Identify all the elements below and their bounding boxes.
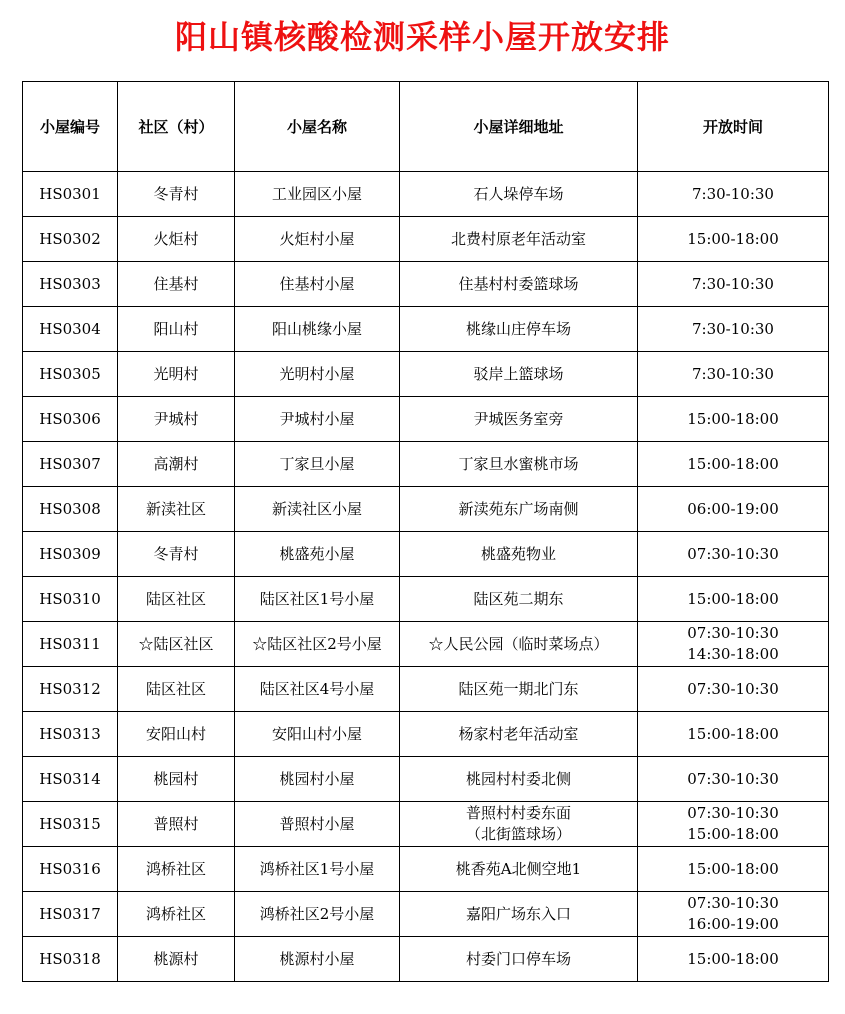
table-row [23,442,829,487]
cell-community: 火炬村 [118,217,235,262]
address-line: 北费村原老年活动室 [450,229,586,248]
cell-address [400,262,638,307]
page-title: 阳山镇核酸检测采样小屋开放安排 [174,18,670,56]
address-line: 住基村村委篮球场 [458,274,579,293]
hours-line: 07:30-10:30 [687,679,779,698]
table-body [23,172,829,982]
address-line: 桃香苑A北侧空地1 [455,859,582,878]
address-line: 丁家旦水蜜桃市场 [458,454,579,473]
cell-address [400,532,638,577]
cell-hut-name: 安阳山村小屋 [235,712,400,757]
cell-community: 尹城村 [118,397,235,442]
cell-hours [638,577,829,622]
table-row [23,712,829,757]
cell-hut-id: HS0314 [23,757,118,802]
table-row [23,352,829,397]
cell-hut-name: 住基村小屋 [235,262,400,307]
cell-hut-name: 工业园区小屋 [235,172,400,217]
cell-community: 桃园村 [118,757,235,802]
cell-hours [638,892,829,937]
cell-hours [638,217,829,262]
header-hut-id: 小屋编号 [23,82,118,172]
cell-hut-id: HS0313 [23,712,118,757]
cell-hut-name: 鸿桥社区1号小屋 [235,847,400,892]
cell-hut-name: 尹城村小屋 [235,397,400,442]
address-line: 杨家村老年活动室 [458,724,579,743]
cell-community: ☆陆区社区 [118,622,235,667]
cell-hours [638,757,829,802]
table-row [23,847,829,892]
address-line: 桃盛苑物业 [480,544,556,563]
table-row [23,397,829,442]
table-row [23,307,829,352]
cell-community: 桃源村 [118,937,235,982]
address-line: 尹城医务室旁 [473,409,564,428]
hours-line: 15:00-18:00 [687,724,779,743]
cell-address [400,442,638,487]
header-hours: 开放时间 [638,82,829,172]
hours-line: 07:30-10:30 [687,769,779,788]
cell-community: 安阳山村 [118,712,235,757]
cell-address [400,892,638,937]
cell-community: 鸿桥社区 [118,892,235,937]
cell-address [400,307,638,352]
address-line: 驳岸上篮球场 [473,364,564,383]
cell-hut-id: HS0308 [23,487,118,532]
cell-hut-id: HS0304 [23,307,118,352]
cell-hours [638,847,829,892]
cell-address [400,712,638,757]
cell-hut-name: 光明村小屋 [235,352,400,397]
hours-line: 16:00-19:00 [687,915,779,933]
cell-hut-id: HS0315 [23,802,118,847]
cell-community: 高潮村 [118,442,235,487]
cell-hut-name: 阳山桃缘小屋 [235,307,400,352]
cell-hut-name: 桃源村小屋 [235,937,400,982]
address-line: 新渎苑东广场南侧 [458,499,579,518]
cell-hut-id: HS0307 [23,442,118,487]
table-header-row [23,82,829,172]
table-row [23,577,829,622]
cell-hut-id: HS0305 [23,352,118,397]
cell-hours [638,712,829,757]
table-row [23,892,829,937]
hours-line: 15:00-18:00 [687,859,779,878]
address-line: 普照村村委东面 [465,804,571,822]
cell-hut-name: 鸿桥社区2号小屋 [235,892,400,937]
cell-hut-name: 桃园村小屋 [235,757,400,802]
table-row [23,937,829,982]
cell-hut-id: HS0311 [23,622,118,667]
table-row [23,667,829,712]
hours-line: 15:00-18:00 [687,589,779,608]
cell-hut-name: 丁家旦小屋 [235,442,400,487]
cell-community: 新渎社区 [118,487,235,532]
cell-hours [638,397,829,442]
address-line: 石人垛停车场 [473,184,564,203]
cell-hours [638,802,829,847]
hours-line: 7:30-10:30 [692,274,774,293]
cell-hours [638,442,829,487]
table-row [23,487,829,532]
cell-hours [638,262,829,307]
hours-line: 06:00-19:00 [687,499,779,518]
header-community: 社区（村） [118,82,235,172]
cell-address [400,847,638,892]
cell-community: 冬青村 [118,532,235,577]
address-line: 桃缘山庄停车场 [465,319,571,338]
address-line: 嘉阳广场东入口 [465,904,571,923]
cell-community: 普照村 [118,802,235,847]
cell-community: 陆区社区 [118,667,235,712]
hours-line: 7:30-10:30 [692,184,774,203]
cell-hours [638,937,829,982]
cell-hut-name: 火炬村小屋 [235,217,400,262]
cell-community: 住基村 [118,262,235,307]
cell-hut-id: HS0310 [23,577,118,622]
cell-address [400,757,638,802]
address-line: 陆区苑一期北门东 [458,679,579,698]
cell-address [400,802,638,847]
cell-hut-id: HS0309 [23,532,118,577]
cell-community: 陆区社区 [118,577,235,622]
hours-line: 7:30-10:30 [692,319,774,338]
hours-line: 07:30-10:30 [687,804,779,822]
cell-hut-id: HS0317 [23,892,118,937]
hours-line: 15:00-18:00 [687,409,779,428]
cell-hut-id: HS0312 [23,667,118,712]
table-row [23,622,829,667]
cell-hours [638,622,829,667]
cell-hut-id: HS0316 [23,847,118,892]
hours-line: 15:00-18:00 [687,229,779,248]
cell-address [400,352,638,397]
cell-address [400,622,638,667]
hours-line: 07:30-10:30 [687,544,779,563]
cell-address [400,397,638,442]
cell-hut-name: 陆区社区4号小屋 [235,667,400,712]
cell-hut-name: 普照村小屋 [235,802,400,847]
address-line: 村委门口停车场 [465,949,571,968]
hours-line: 15:00-18:00 [687,825,779,843]
table-row [23,217,829,262]
address-line: ☆人民公园（临时菜场点） [428,634,609,653]
cell-community: 鸿桥社区 [118,847,235,892]
cell-hut-id: HS0302 [23,217,118,262]
hours-line: 15:00-18:00 [687,454,779,473]
cell-hours [638,307,829,352]
table-row [23,262,829,307]
cell-community: 冬青村 [118,172,235,217]
hours-line: 07:30-10:30 [687,894,779,912]
cell-address [400,577,638,622]
table-row [23,802,829,847]
table-row [23,172,829,217]
cell-hours [638,352,829,397]
hours-line: 07:30-10:30 [687,624,779,642]
schedule-table [22,81,829,982]
cell-address [400,937,638,982]
cell-hut-id: HS0301 [23,172,118,217]
cell-hut-name: ☆陆区社区2号小屋 [235,622,400,667]
hours-line: 14:30-18:00 [687,645,779,663]
hours-line: 15:00-18:00 [687,949,779,968]
cell-address [400,172,638,217]
cell-hut-name: 陆区社区1号小屋 [235,577,400,622]
hours-line: 7:30-10:30 [692,364,774,383]
cell-address [400,667,638,712]
cell-hut-name: 新渎社区小屋 [235,487,400,532]
address-line: 陆区苑二期东 [473,589,564,608]
cell-hours [638,172,829,217]
cell-address [400,487,638,532]
cell-hut-id: HS0318 [23,937,118,982]
cell-hours [638,667,829,712]
table-row [23,757,829,802]
address-line: 桃园村村委北侧 [465,769,571,788]
cell-hut-name: 桃盛苑小屋 [235,532,400,577]
header-address: 小屋详细地址 [400,82,638,172]
cell-community: 光明村 [118,352,235,397]
table-row [23,532,829,577]
cell-hours [638,532,829,577]
cell-hut-id: HS0306 [23,397,118,442]
cell-hours [638,487,829,532]
header-hut-name: 小屋名称 [235,82,400,172]
cell-community: 阳山村 [118,307,235,352]
cell-hut-id: HS0303 [23,262,118,307]
cell-address [400,217,638,262]
address-line: （北街篮球场） [465,825,571,843]
